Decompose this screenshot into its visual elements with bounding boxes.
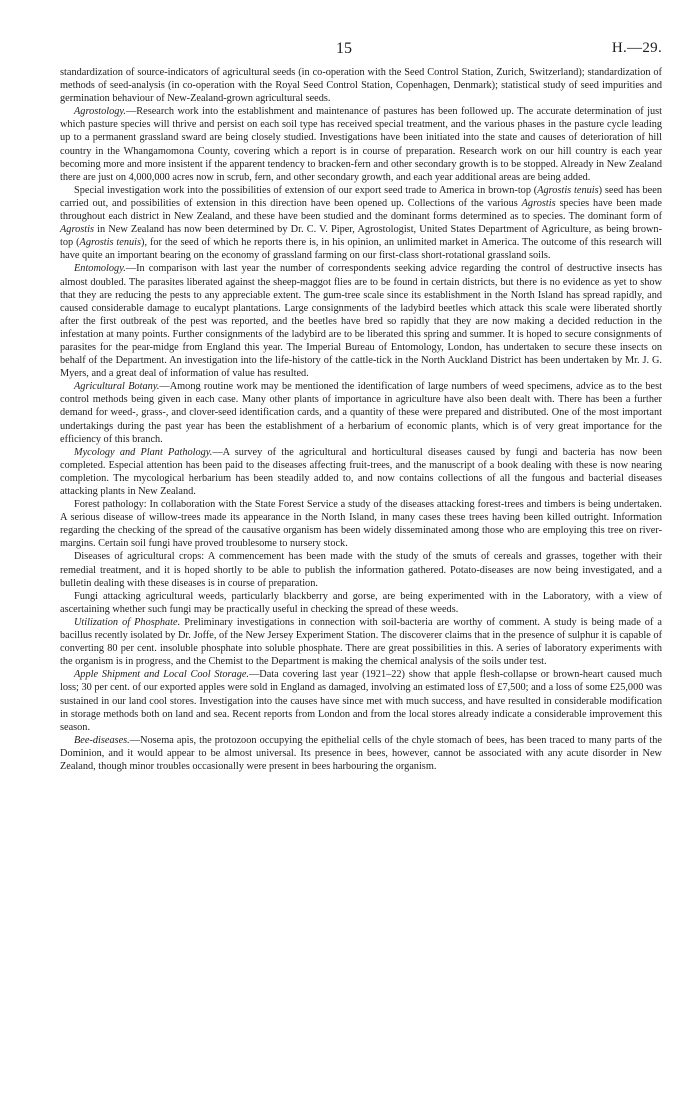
paragraph-text: ) seed has been carried out, and possibilities of extension in this direction have been opened up. Collections of the various bbox=[60, 184, 662, 209]
paragraph-text: ), for the seed of which he reports there is, in his opinion, an unlimited market in America. The outcome of this research will have quite an important bearing on the economy of grassland farming on our first-class short-rotational grassland soils. bbox=[60, 237, 662, 262]
page-number: 15 bbox=[336, 40, 352, 57]
paragraph-agrostology bbox=[60, 105, 662, 184]
section-heading-apple-storage: Apple Shipment and Local Cool Storage. bbox=[74, 669, 249, 681]
page-header bbox=[60, 40, 662, 60]
paragraph-crop-diseases bbox=[60, 550, 662, 589]
section-heading-agrostology: Agrostology. bbox=[74, 106, 126, 118]
paragraph-entomology bbox=[60, 262, 662, 380]
paragraph-mycology bbox=[60, 446, 662, 498]
section-heading-mycology: Mycology and Plant Pathology. bbox=[74, 446, 213, 458]
paragraph-agricultural-botany bbox=[60, 380, 662, 445]
species-name: Agrostis tenuis bbox=[79, 237, 142, 249]
paragraph-text: Forest pathology: In collaboration with the State Forest Service a study of the diseases attacking forest-trees and timbers is being undertaken. A serious disease of willow-trees made its appearance in the North Island, in many cases these trees having been killed outright. Information regarding the checking of the spread of the causative organism has been widely disseminated among those who are employing this tree on river-margins. Certain soil fungi have proved troublesome to nursery stock. bbox=[60, 499, 662, 550]
paragraph-seed-standardization bbox=[60, 66, 662, 105]
section-heading-phosphate: Utilization of Phosphate. bbox=[74, 616, 181, 628]
section-heading-agricultural-botany: Agricultural Botany. bbox=[74, 381, 160, 393]
paragraph-weed-fungi bbox=[60, 590, 662, 616]
paragraph-bee-diseases bbox=[60, 734, 662, 773]
species-name: Agrostis bbox=[521, 197, 556, 209]
paragraph-text: —Nosema apis, the protozoon occupying the epithelial cells of the chyle stomach of bees, has been traced to many parts of the Dominion, and it would appear to be almost universal. Its presence in bees, however, cannot be associated with any acute disorder in New Zealand, though minor troubles occasionally were present in bees harbouring the organism. bbox=[60, 734, 662, 772]
paragraph-text: —Research work into the establishment and maintenance of pastures has been followed up. The accurate determination of just which pasture species will thrive and persist on each soil type has received special treatment, and the various phases in the pasture cycle leading up to a permanent grassland sward are being closely studied. Investigations have been initiated into the state and causes of deterioration of hill country in the Whangamomona County, covering which a report is in course of preparation. Research work on our hill country is each year becoming more and more insistent if the apparent tendency to bracken-fern and other secondary growth is to be stopped. Already in New Zealand there are just on 4,000,000 acres now in scrub, fern, and other secondary growth, and each year additional areas are being added. bbox=[60, 106, 662, 183]
paragraph-text: Fungi attacking agricultural weeds, particularly blackberry and gorse, are being experimented with in the Laboratory, with a view of ascertaining whether such fungi may be practically useful in checking the spread of these weeds. bbox=[60, 590, 662, 615]
paragraph-text: Diseases of agricultural crops: A commencement has been made with the study of the smuts of cereals and grasses, together with their remedial treatment, and it is hoped shortly to be able to publish the information gathered. Potato-diseases are now being investigated, and a bulletin dealing with these diseases is in course of preparation. bbox=[60, 551, 662, 589]
body-text bbox=[60, 66, 662, 773]
species-name: Agrostis tenuis bbox=[537, 184, 599, 196]
paragraph-text: Preliminary investigations in connection with soil-bacteria are worthy of comment. A study is being made of a bacillus recently isolated by Dr. Joffe, of the New Jersey Experiment Station. The discoverer claims that in the presence of sulphur it is capable of converting 80 per cent. insoluble phosphate into soluble phosphate. There are great possibilities in this. A series of laboratory experiments with the organism is in progress, and the Chemist to the Department is making the chemical analysis of the soils under test. bbox=[60, 616, 662, 668]
document-reference: H.—29. bbox=[611, 40, 662, 56]
paragraph-forest-pathology bbox=[60, 498, 662, 550]
paragraph-text: Special investigation work into the possibilities of extension of our export seed trade to America in brown-top ( bbox=[74, 184, 538, 196]
section-heading-entomology: Entomology. bbox=[74, 263, 126, 275]
paragraph-text: in New Zealand has now been determined by Dr. C. V. Piper, Agrostologist, United States Department of Agriculture, as being brown-top ( bbox=[60, 224, 662, 249]
paragraph-text: —Among routine work may be mentioned the identification of large numbers of weed specimens, advice as to the best control methods being given in each case. Many other plants of importance in agriculture have also been dealt with. There has been a further demand for weed-, grass-, and clover-seed identification cards, and a quantity of these were prepared and distributed. One of the most important undertakings during the past year has been the establishment of a herbarium of economic plants, which is of very great importance for the efficiency of this branch. bbox=[60, 381, 662, 445]
species-name: Agrostis bbox=[60, 224, 94, 236]
paragraph-text: standardization of source-indicators of agricultural seeds (in co-operation with the Seed Control Station, Zurich, Switzerland); standardization of methods of seed-analysis (in co-operation with the Royal Seed Control Station, Copenhagen, Denmark); statistical study of seed impurities and germination behaviour of New-Zealand-grown agricultural seeds. bbox=[60, 67, 662, 105]
paragraph-brown-top-seed-trade bbox=[60, 184, 662, 263]
paragraph-apple-storage bbox=[60, 668, 662, 733]
paragraph-phosphate bbox=[60, 616, 662, 668]
paragraph-text: species have been made throughout each district in New Zealand, and these have been studied and the dominant forms determined as to species. The dominant form of bbox=[60, 197, 662, 223]
paragraph-text: —A survey of the agricultural and horticultural diseases caused by fungi and bacteria has now been completed. Especial attention has been paid to the diseases affecting fruit-trees, and the manuscript of a book dealing with these is now nearing completion. The mycological herbarium has been steadily added to, and now contains collections of all the fungous and bacterial diseases attacking plants in New Zealand. bbox=[60, 446, 662, 497]
paragraph-text: —In comparison with last year the number of correspondents seeking advice regarding the control of destructive insects has almost doubled. The parasites liberated against the sheep-maggot flies are to be found in certain districts, but there is no evidence as yet to show that they are reducing the pests to any appreciable extent. The gum-tree scale since its establishment in the North Island has spread rapidly, and caused considerable damage to eucalypt plantations. Large consignments of the ladybird beetles which attack this scale were liberated shortly after the first outbreak of the pest was reported, and the beetles have bred so rapidly that they are now making a decided reduction in the infestation at many points. Further consignments of the ladybird are to be liberated this spring and summer. It is hoped to secure consignments of parasites for the pear-midge from England this year. The Imperial Bureau of Entomology, London, has undertaken to secure these insects on behalf of the Department. An investigation into the life-history of the cattle-tick in the North Auckland District has been undertaken by Mr. J. G. Myers, and a great deal of information of value has resulted. bbox=[60, 263, 662, 380]
section-heading-bee-diseases: Bee-diseases. bbox=[74, 734, 130, 746]
paragraph-text: —Data covering last year (1921–22) show that apple flesh-collapse or brown-heart caused much loss; 30 per cent. of our exported apples were sold in England as damaged, involving an estimated loss of £7,500; and a loss of some £25,000 was sustained in our land cool stores. Investigation into the causes have since met with much success, and have resulted in considerable modification in storage methods both on land and sea. Recent reports from London and from the local stores already indicate a considerable improvement this season. bbox=[60, 669, 662, 733]
